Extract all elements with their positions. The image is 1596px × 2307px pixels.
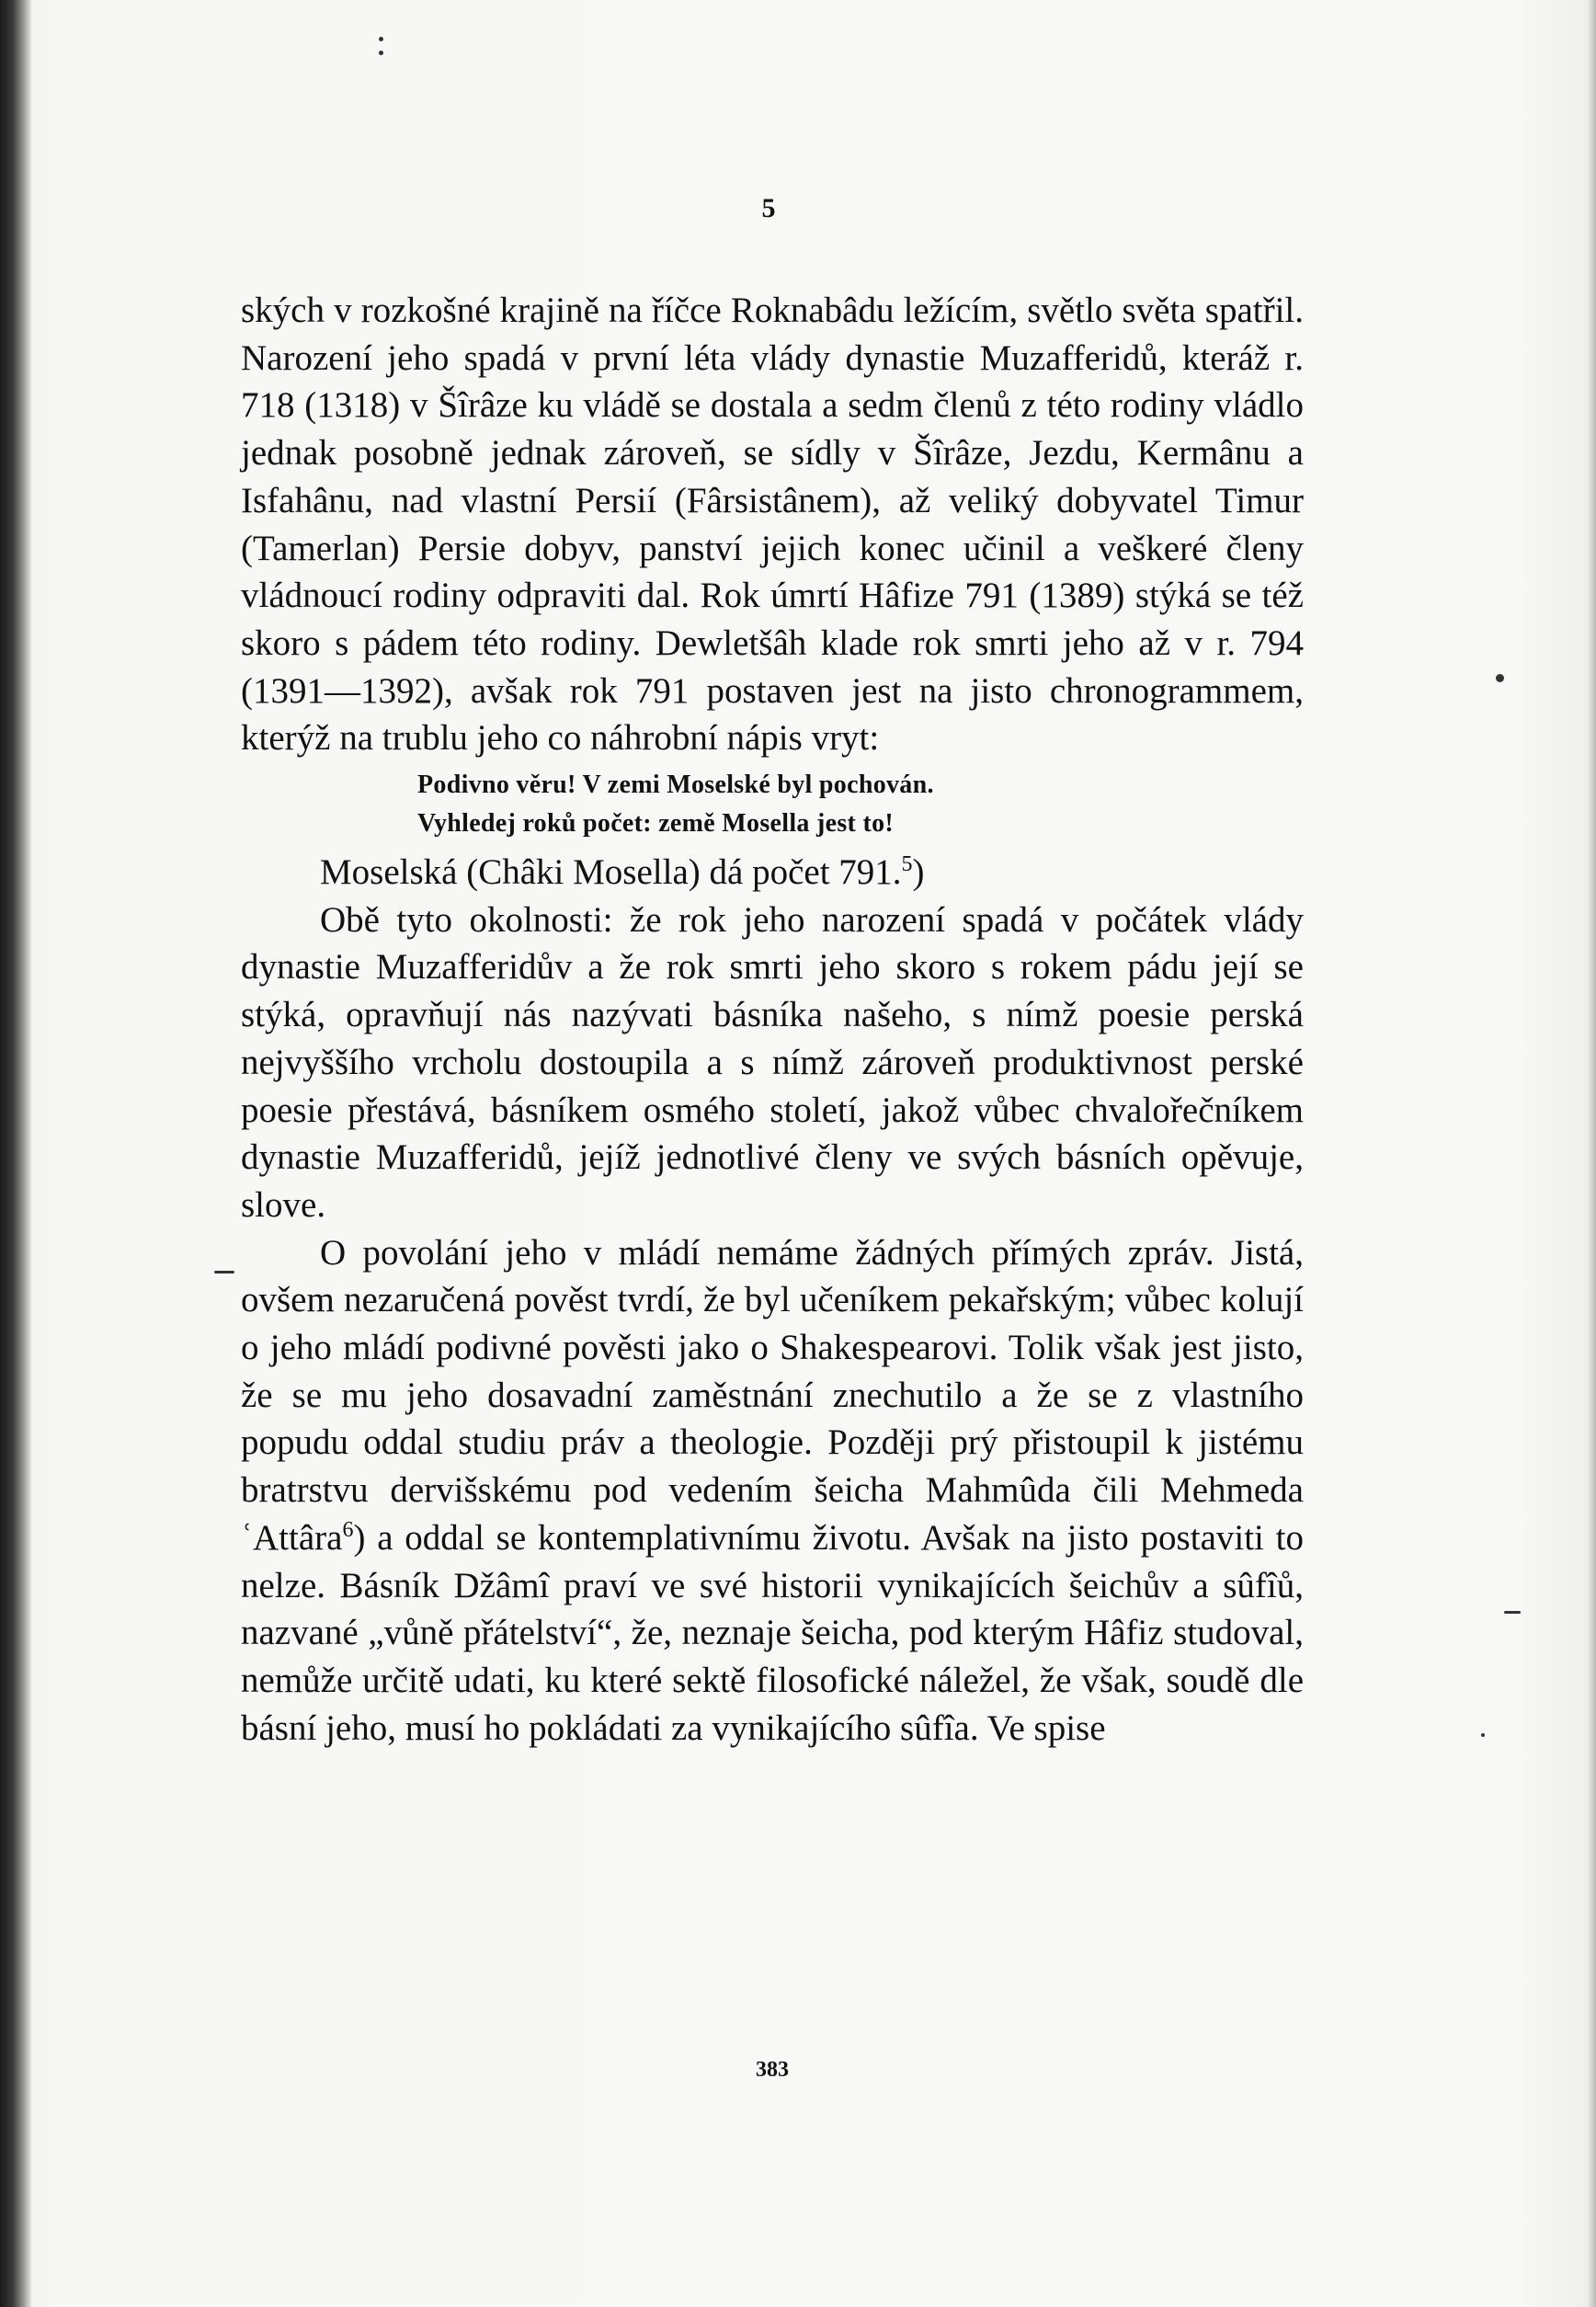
verse-line-2: Vyhledej roků počet: země Mosella jest to!: [417, 809, 895, 839]
paragraph-moselska-text: Moselská (Châki Mosella) dá počet 791.: [320, 852, 902, 893]
scan-speck: [1496, 674, 1504, 682]
scan-speck: [379, 37, 383, 41]
paragraph-povolani-part1: O povolání jeho v mládí nemáme žádných přímých zpráv. Jistá, ovšem nezaručená pověst tvrdí, že byl učeníkem pekařským; vůbec kolují o jeho mládí podivné pověsti jako o Shakespearovi. Tolik však jest jisto, že se mu jeho dosavadní zaměstnání znechutilo a že se z vlastního popudu oddal studiu práv a theologie. Později prý přistoupil k jistému bratrstvu dervišskému pod vedením šeicha Mahmûda čili Mehmeda ʿAttâra: [241, 1232, 1304, 1558]
printer-signature: 383: [756, 2058, 789, 2082]
chronogram-verse: [241, 766, 1304, 843]
footnote-ref-5[interactable]: 5: [901, 852, 913, 877]
page-number: 5: [761, 193, 776, 223]
paragraph-moselska: [241, 849, 1304, 897]
paragraph-moselska-close: ): [912, 852, 925, 893]
paragraph-povolani: [241, 1229, 1304, 1753]
scan-speck: [379, 51, 383, 55]
scan-speck: [214, 1271, 234, 1273]
scan-speck: [1504, 1611, 1521, 1614]
scan-speck: [1481, 1733, 1485, 1737]
paragraph-okolnosti: Obě tyto okolnosti: že rok jeho narození spadá v počátek vlády dynastie Muzafferidův a že rok smrti jeho skoro s rokem pádu její se stýká, opravňují nás nazývati básníka našeho, s nímž poesie perská nejvyššího vrcholu dostoupila a s nímž zároveň produktivnost perské poesie přestává, básníkem osmého století, jakož vůbec chvalořečníkem dynastie Muzafferidů, jejíž jednotlivé členy ve svých básních opěvuje, slove.: [241, 899, 1304, 1225]
footnote-ref-6[interactable]: 6: [342, 1517, 354, 1542]
paragraph-povolani-part2: ) a oddal se kontemplativnímu životu. Avšak na jisto postaviti to nelze. Básník Džâmî praví ve své historii vynikajících šeichův a sûfîů, nazvané „vůně přátelství“, že, neznaje šeicha, pod kterým Hâfiz studoval, nemůže určitě udati, ku které sektě filosofické náležel, že však, soudě dle básní jeho, musí ho pokládati za vynikajícího sûfîa. Ve spise: [241, 1517, 1304, 1748]
verse-line-1: Podivno věru! V zemi Moselské byl pochován.: [417, 771, 934, 800]
paragraph-continuation: ských v rozkošné krajině na říčce Roknabâdu ležícím, světlo světa spatřil. Narození jeho spadá v první léta vlády dynastie Muzafferidů, kteráž r. 718 (1318) v Šîrâze ku vládě se dostala a sedm členů z této rodiny vládlo jednak posobně jednak zároveň, se sídly v Šîrâze, Jezdu, Kermânu a Isfahânu, nad vlastní Persií (Fârsistânem), až veliký dobyvatel Timur (Tamerlan) Persie dobyv, panství jejich konec učinil a veškeré členy vládnoucí rodiny odpraviti dal. Rok úmrtí Hâfize 791 (1389) stýká se též skoro s pádem této rodiny. Dewletšâh klade rok smrti jeho až v r. 794 (1391—1392), avšak rok 791 postaven jest na jisto chronogrammem, kterýž na trublu jeho co náhrobní nápis vryt:: [241, 291, 1304, 759]
page-right-edge: [1587, 0, 1596, 2307]
body-text: [241, 287, 1304, 1752]
page-left-edge: [0, 0, 31, 2307]
